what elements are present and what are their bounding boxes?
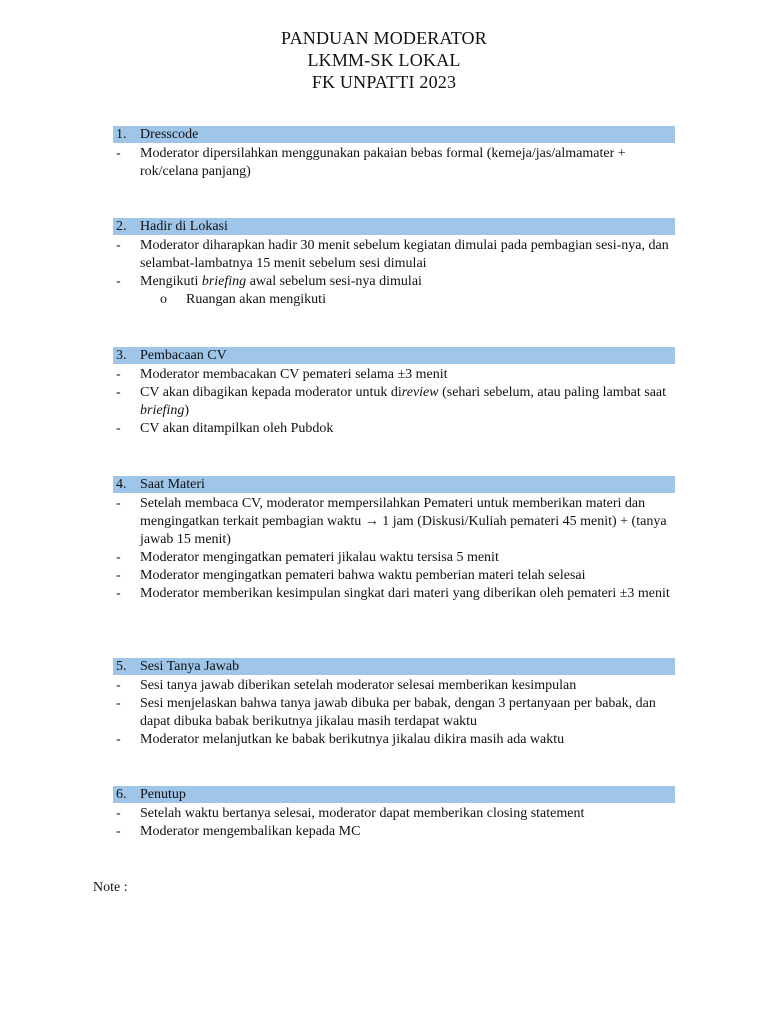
section-heading bbox=[113, 218, 675, 235]
bullet-dash: - bbox=[116, 421, 121, 436]
list-item bbox=[113, 731, 675, 749]
item-text: Moderator membacakan CV pemateri selama ±3 menit bbox=[140, 367, 448, 382]
list-item bbox=[113, 273, 675, 291]
section-title: Penutup bbox=[140, 787, 186, 802]
bullet-dash: - bbox=[116, 496, 121, 511]
section-title: Hadir di Lokasi bbox=[140, 219, 228, 234]
document-title bbox=[0, 27, 768, 93]
sub-list-item bbox=[113, 291, 675, 309]
text-run: (sehari sebelum, atau paling lambat saat bbox=[438, 385, 667, 400]
bullet-dash: - bbox=[116, 824, 121, 839]
section-sesi-tanya-jawab bbox=[113, 658, 675, 749]
item-text: Moderator dipersilahkan menggunakan pakaian bebas formal (kemeja/jas/almamater + rok/celana panjang) bbox=[140, 146, 626, 179]
text-run: Mengikuti bbox=[140, 274, 202, 289]
section-hadir-di-lokasi bbox=[113, 218, 675, 309]
bullet-dash: - bbox=[116, 806, 121, 821]
item-text bbox=[140, 273, 675, 291]
text-run: CV akan dibagikan kepada moderator untuk di bbox=[140, 385, 402, 400]
section-title: Sesi Tanya Jawab bbox=[140, 659, 240, 674]
italic-term: briefing bbox=[140, 403, 185, 418]
italic-term: briefing bbox=[201, 274, 247, 289]
bullet-dash: - bbox=[116, 146, 121, 161]
list-item bbox=[113, 145, 675, 181]
title-line-2: LKMM-SK LOKAL bbox=[307, 50, 461, 70]
section-saat-materi bbox=[113, 476, 675, 603]
list-item bbox=[113, 366, 675, 384]
item-text: Moderator melanjutkan ke babak berikutnya jikalau dikira masih ada waktu bbox=[140, 732, 565, 747]
list-item bbox=[113, 237, 675, 273]
list-item bbox=[113, 495, 675, 549]
bullet-dash: - bbox=[116, 696, 121, 711]
section-title: Dresscode bbox=[140, 127, 199, 142]
bullet-dash: - bbox=[116, 367, 121, 382]
italic-term: review bbox=[401, 385, 439, 400]
list-item bbox=[113, 805, 675, 823]
section-dresscode bbox=[113, 126, 675, 181]
bullet-dash: - bbox=[116, 568, 121, 583]
bullet-dash: - bbox=[116, 586, 121, 601]
text-run: ) bbox=[184, 403, 190, 418]
item-text: CV akan ditampilkan oleh Pubdok bbox=[140, 421, 334, 436]
section-heading bbox=[113, 786, 675, 803]
item-text: Moderator diharapkan hadir 30 menit sebelum kegiatan dimulai pada pembagian sesi-nya, dan selambat-lambatnya 15 menit sebelum sesi dimulai bbox=[140, 238, 669, 271]
note-label: Note : bbox=[93, 880, 128, 895]
list-item bbox=[113, 823, 675, 841]
item-text bbox=[140, 384, 675, 420]
list-item bbox=[113, 420, 675, 438]
section-title: Saat Materi bbox=[140, 477, 205, 492]
item-text: Sesi menjelaskan bahwa tanya jawab dibuka per babak, dengan 3 pertanyaan per babak, dan dapat dibuka babak berikutnya jikalau masih terdapat waktu bbox=[140, 696, 656, 729]
section-number: 3. bbox=[116, 348, 127, 363]
list-item bbox=[113, 695, 675, 731]
item-text: Ruangan akan mengikuti bbox=[186, 292, 326, 307]
section-number: 5. bbox=[116, 659, 127, 674]
section-number: 1. bbox=[116, 127, 127, 142]
section-number: 4. bbox=[116, 477, 127, 492]
list-item bbox=[113, 567, 675, 585]
bullet-dash: - bbox=[116, 238, 121, 253]
section-title: Pembacaan CV bbox=[140, 348, 227, 363]
bullet-dash: - bbox=[116, 678, 121, 693]
item-text: Sesi tanya jawab diberikan setelah moderator selesai memberikan kesimpulan bbox=[140, 678, 577, 693]
text-run: awal sebelum sesi-nya dimulai bbox=[246, 274, 422, 289]
section-heading bbox=[113, 476, 675, 493]
item-text: Moderator mengingatkan pemateri bahwa waktu pemberian materi telah selesai bbox=[140, 568, 586, 583]
section-heading bbox=[113, 347, 675, 364]
list-item bbox=[113, 549, 675, 567]
section-penutup bbox=[113, 786, 675, 841]
section-number: 2. bbox=[116, 219, 127, 234]
bullet-dash: - bbox=[116, 550, 121, 565]
item-text: Moderator mengingatkan pemateri jikalau waktu tersisa 5 menit bbox=[140, 550, 499, 565]
section-pembacaan-cv bbox=[113, 347, 675, 438]
list-item bbox=[113, 384, 675, 420]
section-heading bbox=[113, 658, 675, 675]
list-item bbox=[113, 585, 675, 603]
item-text: Moderator mengembalikan kepada MC bbox=[140, 824, 361, 839]
list-item bbox=[113, 677, 675, 695]
item-text: Moderator memberikan kesimpulan singkat dari materi yang diberikan oleh pemateri ±3 menit bbox=[140, 586, 670, 601]
bullet-dash: - bbox=[116, 274, 121, 289]
item-text: Setelah membaca CV, moderator mempersilahkan Pemateri untuk memberikan materi dan mengingatkan terkait pembagian waktu → 1 jam (Diskusi/Kuliah pemateri 45 menit) + (tanya jawab 15 menit) bbox=[140, 496, 667, 547]
section-number: 6. bbox=[116, 787, 127, 802]
title-line-1: PANDUAN MODERATOR bbox=[281, 28, 487, 48]
bullet-dash: - bbox=[116, 732, 121, 747]
item-text: Setelah waktu bertanya selesai, moderator dapat memberikan closing statement bbox=[140, 806, 585, 821]
title-line-3: FK UNPATTI 2023 bbox=[311, 72, 457, 92]
bullet-dash: - bbox=[116, 385, 121, 400]
bullet-circle: o bbox=[160, 292, 167, 307]
section-heading bbox=[113, 126, 675, 143]
